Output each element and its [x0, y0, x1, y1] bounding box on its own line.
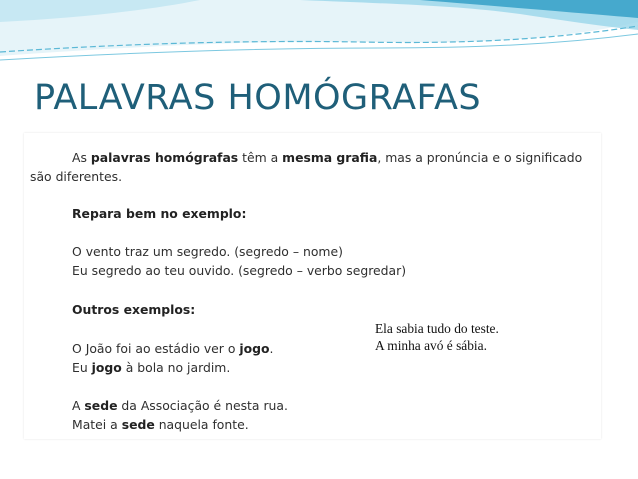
- slide-title: PALAVRAS HOMÓGRAFAS: [34, 78, 482, 118]
- sede-line1-before: A: [72, 398, 85, 413]
- jogo-example-line-1: [72, 341, 273, 356]
- jogo-line2-word: jogo: [91, 360, 122, 375]
- decorative-wave-header: [0, 0, 638, 70]
- jogo-example-line-2: [72, 360, 230, 375]
- sede-example-line-1: [72, 398, 288, 413]
- definition-line-1: [72, 150, 582, 165]
- note-line-2: A minha avó é sábia.: [375, 338, 487, 353]
- jogo-line2-before: Eu: [72, 360, 92, 375]
- definition-emphasis: mesma grafia: [282, 150, 378, 165]
- note-line-1: Ela sabia tudo do teste.: [375, 321, 499, 336]
- sede-example-line-2: [72, 417, 249, 432]
- example-line-2: Eu segredo ao teu ouvido. (segredo – verbo segredar): [72, 263, 407, 278]
- example-note-textbox: [375, 320, 499, 354]
- definition-prefix: As: [72, 150, 91, 165]
- definition-suffix: , mas a pronúncia e o significado: [377, 150, 583, 165]
- definition-middle: têm a: [238, 150, 283, 165]
- definition-line-2: são diferentes.: [30, 169, 123, 184]
- example-line-1: O vento traz um segredo. (segredo – nome): [72, 244, 343, 259]
- jogo-line1-word: jogo: [239, 341, 270, 356]
- jogo-line2-after: à bola no jardim.: [121, 360, 231, 375]
- jogo-line1-after: .: [269, 341, 274, 356]
- content-image-panel: [24, 133, 601, 439]
- jogo-line1-before: O João foi ao estádio ver o: [72, 341, 240, 356]
- sede-line2-after: naquela fonte.: [154, 417, 249, 432]
- sede-line1-after: da Associação é nesta rua.: [117, 398, 288, 413]
- sede-line2-word: sede: [121, 417, 155, 432]
- example-heading: Repara bem no exemplo:: [72, 206, 247, 221]
- sede-line2-before: Matei a: [72, 417, 122, 432]
- sede-line1-word: sede: [84, 398, 118, 413]
- definition-term: palavras homógrafas: [90, 150, 239, 165]
- other-examples-heading: Outros exemplos:: [72, 302, 196, 317]
